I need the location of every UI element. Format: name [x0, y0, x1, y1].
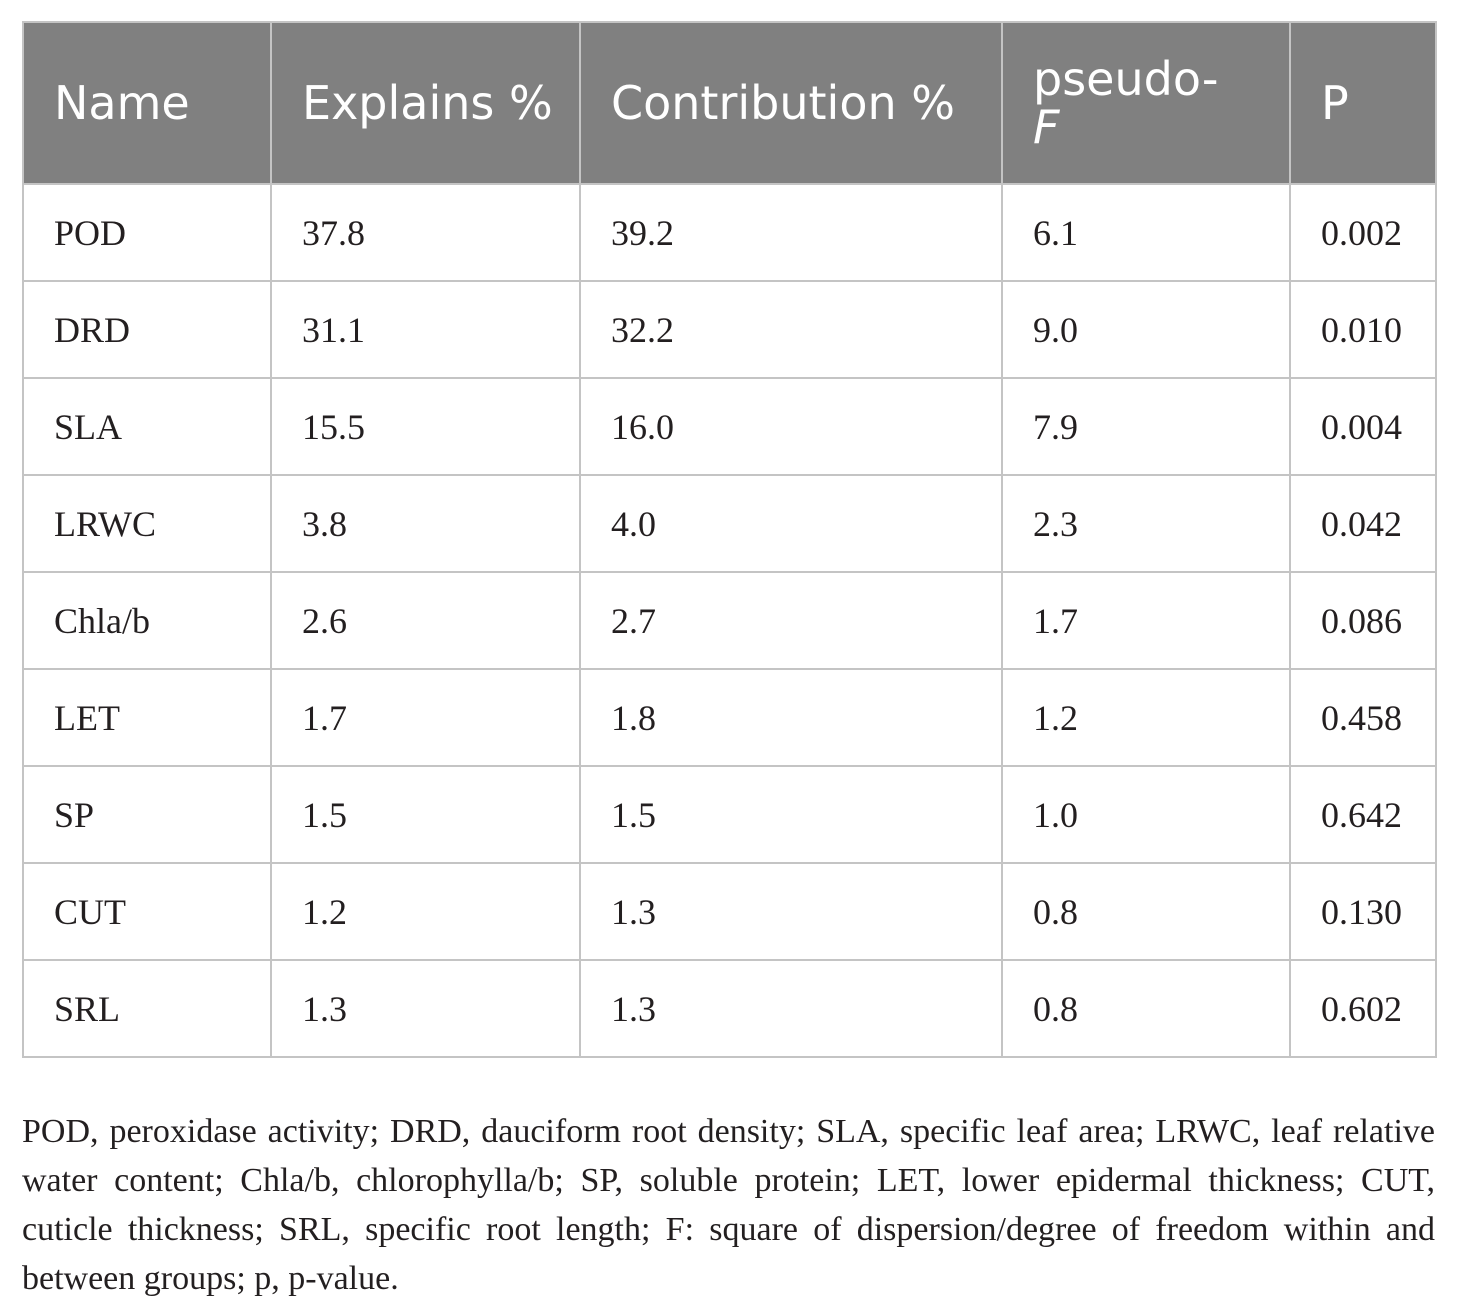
table-row [23, 669, 1436, 766]
cell-name: SLA [23, 378, 271, 475]
header-contribution: Contribution % [580, 22, 1002, 184]
cell-name: SRL [23, 960, 271, 1057]
table-body [23, 184, 1436, 1057]
table-row [23, 475, 1436, 572]
cell-contribution: 2.7 [580, 572, 1002, 669]
cell-explains: 1.5 [271, 766, 580, 863]
table-row [23, 960, 1436, 1057]
cell-name: CUT [23, 863, 271, 960]
cell-p: 0.458 [1290, 669, 1436, 766]
cell-pseudo-f: 1.2 [1002, 669, 1290, 766]
cell-name: POD [23, 184, 271, 281]
cell-p: 0.010 [1290, 281, 1436, 378]
cell-p: 0.002 [1290, 184, 1436, 281]
table-row [23, 766, 1436, 863]
header-p: P [1290, 22, 1436, 184]
cell-pseudo-f: 7.9 [1002, 378, 1290, 475]
cell-contribution: 32.2 [580, 281, 1002, 378]
cell-contribution: 39.2 [580, 184, 1002, 281]
cell-p: 0.086 [1290, 572, 1436, 669]
cell-name: DRD [23, 281, 271, 378]
cell-explains: 15.5 [271, 378, 580, 475]
cell-explains: 2.6 [271, 572, 580, 669]
cell-p: 0.130 [1290, 863, 1436, 960]
cell-explains: 1.2 [271, 863, 580, 960]
cell-pseudo-f: 1.0 [1002, 766, 1290, 863]
cell-name: LRWC [23, 475, 271, 572]
cell-p: 0.602 [1290, 960, 1436, 1057]
cell-pseudo-f: 0.8 [1002, 960, 1290, 1057]
table-row [23, 281, 1436, 378]
table-header [23, 22, 1436, 184]
table-footnote: POD, peroxidase activity; DRD, dauciform root density; SLA, specific leaf area; LRWC, leaf relative water content; Chla/b, chlorophylla/b; SP, soluble protein; LET, lower epidermal thickness; CUT, cuticle thickness; SRL, specific root length; F: square of dispersion/degree of freedom within and between groups; p, p-value. [22, 1113, 1435, 1297]
cell-p: 0.642 [1290, 766, 1436, 863]
cell-explains: 37.8 [271, 184, 580, 281]
cell-contribution: 1.5 [580, 766, 1002, 863]
cell-p: 0.004 [1290, 378, 1436, 475]
cell-name: Chla/b [23, 572, 271, 669]
cell-contribution: 1.8 [580, 669, 1002, 766]
header-row [23, 22, 1436, 184]
table-row [23, 184, 1436, 281]
cell-contribution: 16.0 [580, 378, 1002, 475]
header-pseudo-f-letter: F [1033, 100, 1060, 154]
header-explains: Explains % [271, 22, 580, 184]
table-row [23, 378, 1436, 475]
header-name: Name [23, 22, 271, 184]
cell-pseudo-f: 2.3 [1002, 475, 1290, 572]
cell-explains: 1.7 [271, 669, 580, 766]
results-table [22, 21, 1437, 1058]
cell-explains: 1.3 [271, 960, 580, 1057]
cell-contribution: 1.3 [580, 960, 1002, 1057]
cell-name: LET [23, 669, 271, 766]
header-pseudo-f [1002, 22, 1290, 184]
table-row [23, 572, 1436, 669]
cell-pseudo-f: 1.7 [1002, 572, 1290, 669]
cell-p: 0.042 [1290, 475, 1436, 572]
cell-pseudo-f: 9.0 [1002, 281, 1290, 378]
header-pseudo-prefix: pseudo- [1033, 52, 1219, 106]
cell-pseudo-f: 0.8 [1002, 863, 1290, 960]
cell-explains: 3.8 [271, 475, 580, 572]
cell-name: SP [23, 766, 271, 863]
cell-explains: 31.1 [271, 281, 580, 378]
results-table-container [22, 21, 1435, 1058]
cell-contribution: 1.3 [580, 863, 1002, 960]
table-row [23, 863, 1436, 960]
cell-contribution: 4.0 [580, 475, 1002, 572]
cell-pseudo-f: 6.1 [1002, 184, 1290, 281]
